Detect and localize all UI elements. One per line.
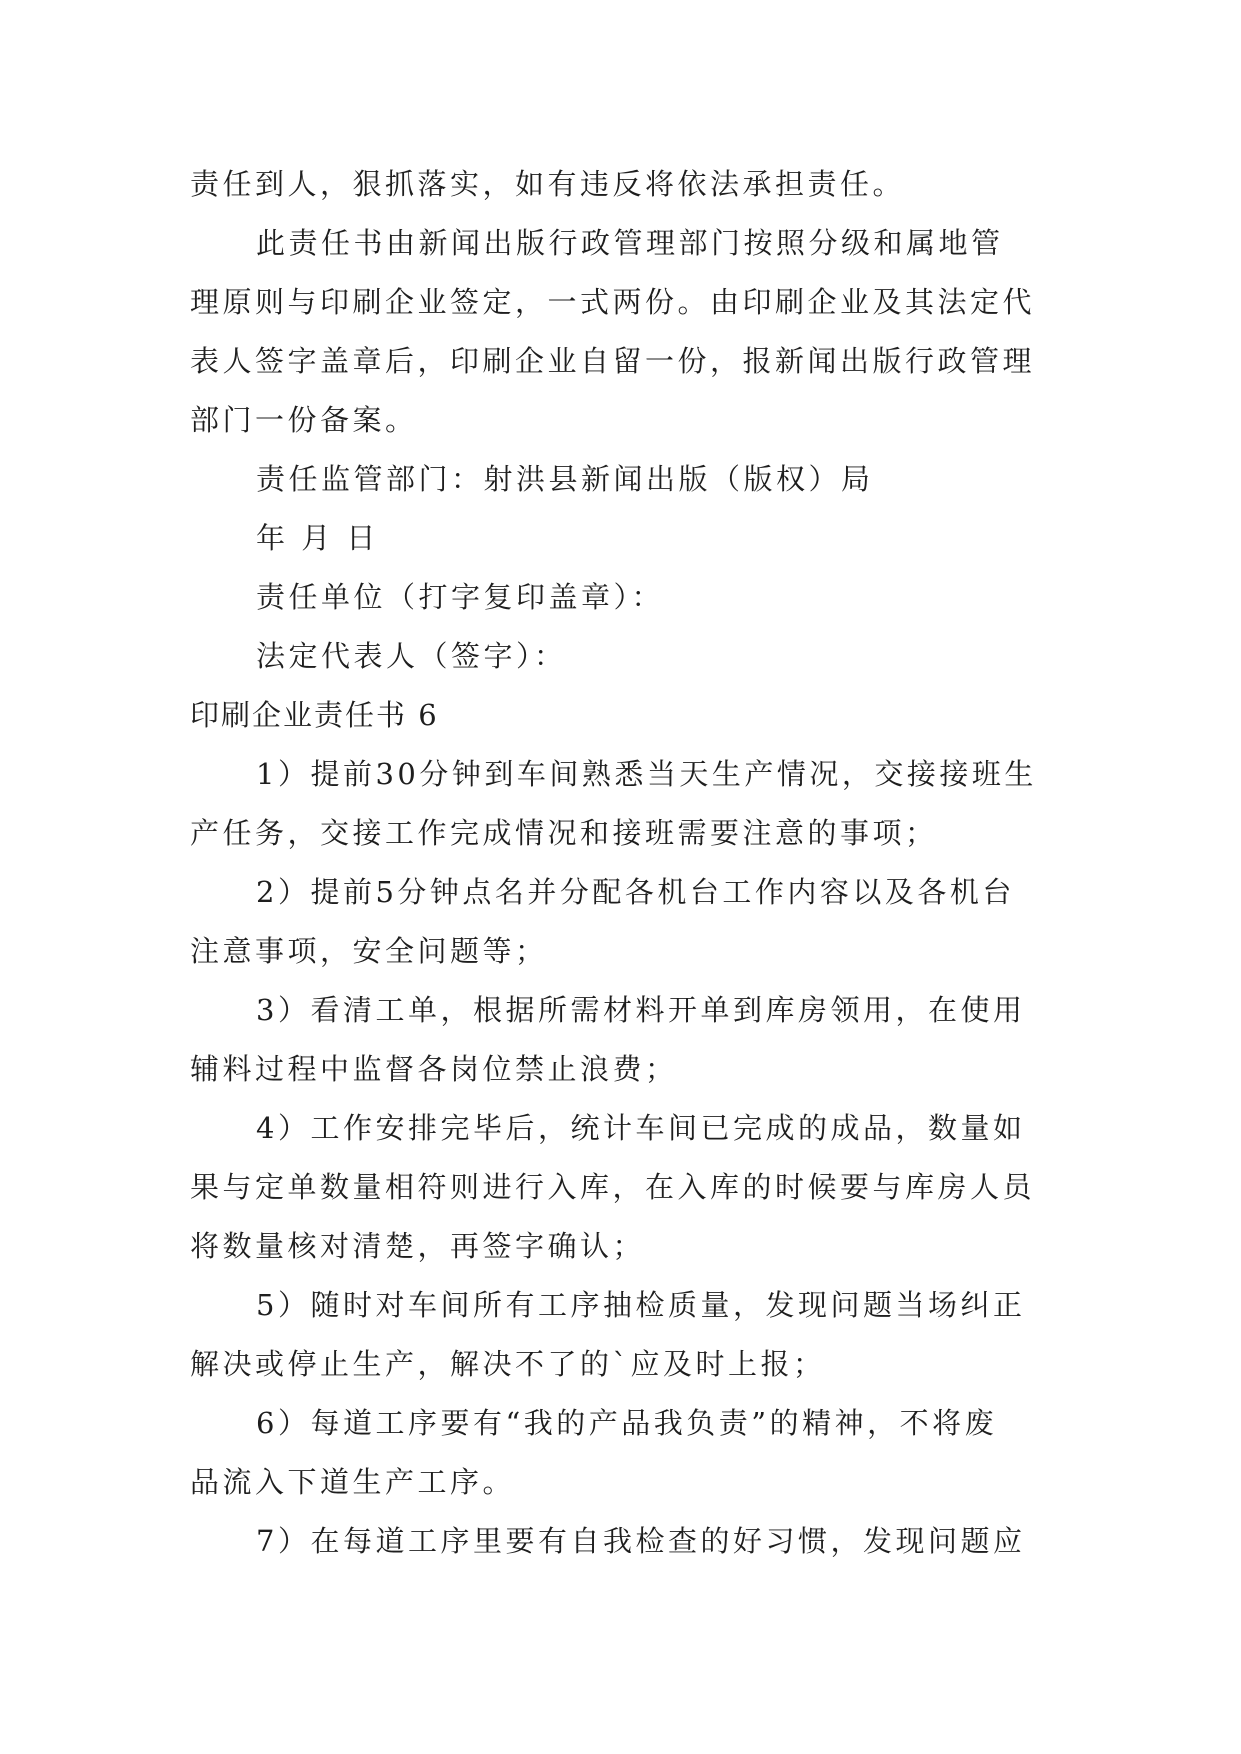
list-item-line: 辅料过程中监督各岗位禁止浪费； (190, 1052, 678, 1086)
paragraph-line: 理原则与印刷企业签定，一式两份。由印刷企业及其法定代 (190, 285, 1036, 319)
responsible-unit-line: 责任单位（打字复印盖章）： (256, 580, 665, 614)
supervising-department-line: 责任监管部门：射洪县新闻出版（版权）局 (256, 462, 874, 496)
paragraph-line: 部门一份备案。 (190, 403, 418, 437)
paragraph-line: 此责任书由新闻出版行政管理部门按照分级和属地管 (256, 226, 1004, 260)
date-line: 年 月 日 (256, 521, 379, 555)
list-item-line: 2）提前5分钟点名并分配各机台工作内容以及各机台 (256, 875, 1015, 909)
list-item-line: 5）随时对车间所有工序抽检质量，发现问题当场纠正 (256, 1288, 1026, 1322)
list-item-line: 4）工作安排完毕后，统计车间已完成的成品，数量如 (256, 1111, 1026, 1145)
legal-representative-line: 法定代表人（签字）： (256, 639, 567, 673)
list-item-line: 果与定单数量相符则进行入库，在入库的时候要与库房人员 (190, 1170, 1036, 1204)
list-item-line: 产任务，交接工作完成情况和接班需要注意的事项； (190, 816, 938, 850)
list-item-line: 7）在每道工序里要有自我检查的好习惯，发现问题应 (256, 1524, 1026, 1558)
paragraph-line: 责任到人，狠抓落实，如有违反将依法承担责任。 (190, 167, 906, 201)
list-item-line: 解决或停止生产，解决不了的`应及时上报； (190, 1347, 826, 1381)
list-item-line: 6）每道工序要有“我的产品我负责”的精神，不将废 (256, 1406, 998, 1440)
list-item-line: 将数量核对清楚，再签字确认； (190, 1229, 646, 1263)
section-heading: 印刷企业责任书 6 (190, 698, 439, 732)
list-item-line: 1）提前30分钟到车间熟悉当天生产情况，交接接班生 (256, 757, 1037, 791)
paragraph-line: 表人签字盖章后，印刷企业自留一份，报新闻出版行政管理 (190, 344, 1036, 378)
list-item-line: 品流入下道生产工序。 (190, 1465, 516, 1499)
document-body (190, 155, 1055, 1571)
list-item-line: 3）看清工单，根据所需材料开单到库房领用，在使用 (256, 993, 1026, 1027)
list-item-line: 注意事项，安全问题等； (190, 934, 548, 968)
